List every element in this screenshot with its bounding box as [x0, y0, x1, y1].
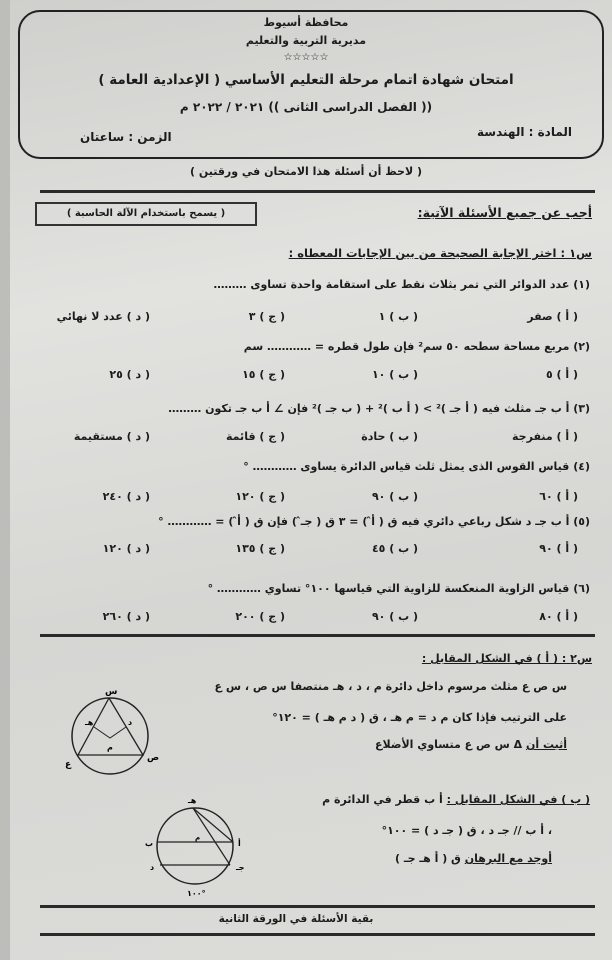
question-1: (١) عدد الدوائر التي تمر بثلاث نقط على استقامة واحدة تساوى ………: [213, 278, 590, 291]
q2b-find: [395, 852, 552, 865]
prove-label: أثبت أن: [525, 738, 567, 751]
question-2-option-2: ( ب ) ١٠: [371, 368, 418, 381]
stars-decoration: ☆☆☆☆☆: [283, 52, 329, 63]
question-1-option-1: ( أ ) صفر: [527, 310, 578, 323]
circle: [72, 698, 148, 774]
subject: المادة : الهندسة: [476, 125, 572, 139]
fig1-label-h: هـ: [85, 718, 94, 727]
q2b-label: ( ب ) في الشكل المقابل :: [446, 793, 590, 806]
semester: (( الفصل الدراسى الثانى )) ٢٠٢١ / ٢٠٢٢ م: [179, 100, 433, 114]
fig2-label-m: م: [195, 834, 201, 842]
divider: [40, 933, 595, 936]
question-6-option-3: ( ج ) ٢٠٠: [235, 610, 285, 623]
fig2-label-a: أ: [238, 839, 241, 848]
exam-note: ( لاحظ أن أسئلة هذا الامتحان في ورقتين ): [189, 165, 423, 178]
q2b-heading: [322, 793, 590, 806]
calculator-note: ( يسمح باستخدام الآلة الحاسبة ): [35, 202, 257, 226]
fig2-label-top: هـ: [188, 796, 197, 805]
fig2-label-d: د: [150, 863, 155, 872]
fig1-label-top: س: [105, 687, 118, 697]
q2a-prove: [375, 738, 567, 751]
q2a-line2: على الترتيب فإذا كان م د = م هـ ، ق ( د م هـ ) = ١٢٠°: [272, 711, 567, 724]
fig1-label-right: ص: [147, 753, 160, 763]
prove-statement: Δ س ص ع متساوي الأضلاع: [374, 738, 523, 751]
question-5-option-3: ( ج ) ١٣٥: [235, 542, 285, 555]
question-4-option-4: ( د ) ٢٤٠: [102, 490, 150, 503]
question-2-option-4: ( د ) ٢٥: [109, 368, 150, 381]
divider: [40, 905, 595, 908]
q2b-line1: أ ب قطر في الدائرة م: [322, 793, 443, 806]
question-2: (٢) مربع مساحة سطحه ٥٠ سم² فإن طول قطره = ………… سم: [243, 340, 590, 353]
q2a-heading: س٢ : ( أ ) في الشكل المقابل :: [421, 652, 592, 665]
divider: [40, 190, 595, 193]
figure-inscribed-triangle: [55, 680, 175, 800]
q1-heading: س١ : اختر الإجابة الصحيحة من بين الإجابات المعطاه :: [288, 246, 592, 260]
find-label: أوجد مع البرهان: [464, 852, 552, 865]
question-3-option-3: ( ج ) قائمة: [226, 430, 285, 443]
fig1-label-d: د: [128, 718, 133, 727]
q2b-line2: ، أ ب // جـ د ، ق ( جـ د ) = ١٠٠°: [381, 824, 552, 837]
paper-edge-shadow: [0, 0, 10, 960]
directorate: مديرية التربية والتعليم: [245, 34, 367, 47]
question-1-option-2: ( ب ) ١: [378, 310, 418, 323]
fig2-arc-label: ١٠٠°: [187, 889, 206, 898]
fig2-label-b: ب: [145, 839, 154, 848]
fig1-label-center: م: [107, 743, 113, 752]
question-4-option-2: ( ب ) ٩٠: [371, 490, 418, 503]
figure-circle-diameter: [140, 790, 260, 905]
find-statement: ق ( أ هـ جـ ): [395, 852, 461, 865]
exam-title: امتحان شهادة اتمام مرحلة التعليم الأساسي ( الإعدادية العامة ): [98, 72, 514, 88]
q2a-line1: س ص ع مثلث مرسوم داخل دائرة م ، د ، هـ منتصفا س ص ، س ع: [214, 680, 567, 693]
question-1-option-4: ( د ) عدد لا نهائي: [56, 310, 150, 323]
question-3-option-2: ( ب ) حادة: [361, 430, 418, 443]
question-6-option-1: ( أ ) ٨٠: [539, 610, 578, 623]
question-2-option-3: ( ج ) ١٥: [242, 368, 285, 381]
question-5-option-4: ( د ) ١٢٠: [102, 542, 150, 555]
question-5: (٥) أ ب جـ د شكل رباعي دائري فيه ق ( أ̂ ) = ٣ ق ( جـ̂ ) فإن ق ( أ̂ ) = ………… °: [158, 515, 590, 528]
instruction: أجب عن جميع الأسئلة الآتية:: [417, 205, 592, 220]
question-3-option-1: ( أ ) منفرجة: [512, 430, 578, 443]
question-6-option-4: ( د ) ٢٦٠: [102, 610, 150, 623]
fig1-label-left: ع: [65, 760, 72, 770]
perpendiculars: [94, 727, 126, 738]
question-2-option-1: ( أ ) ٥: [545, 368, 578, 381]
question-4: (٤) قياس القوس الذى يمثل ثلث قياس الدائرة يساوى ………… °: [243, 460, 590, 473]
footer-note: بقية الأسئلة في الورقة الثانية: [218, 913, 374, 925]
fig2-label-c: جـ: [236, 863, 245, 872]
question-1-option-3: ( ج ) ٣: [248, 310, 285, 323]
question-3-option-4: ( د ) مستقيمة: [73, 430, 150, 443]
question-5-option-1: ( أ ) ٩٠: [539, 542, 578, 555]
question-5-option-2: ( ب ) ٤٥: [371, 542, 418, 555]
circle: [157, 808, 233, 884]
exam-time: الزمن : ساعتان: [80, 130, 172, 144]
question-4-option-1: ( أ ) ٦٠: [539, 490, 578, 503]
question-6-option-2: ( ب ) ٩٠: [371, 610, 418, 623]
governorate: محافظة أسيوط: [263, 16, 349, 29]
question-6: (٦) قياس الزاوية المنعكسة للزاوية التي قياسها ١٠٠° تساوي ………… °: [207, 582, 590, 595]
question-3: (٣) أ ب جـ مثلث فيه ( أ جـ )² > ( أ ب )² + ( ب جـ )² فإن ∠ أ ب جـ تكون ………: [168, 402, 590, 415]
divider: [40, 634, 595, 637]
question-4-option-3: ( ج ) ١٢٠: [235, 490, 285, 503]
